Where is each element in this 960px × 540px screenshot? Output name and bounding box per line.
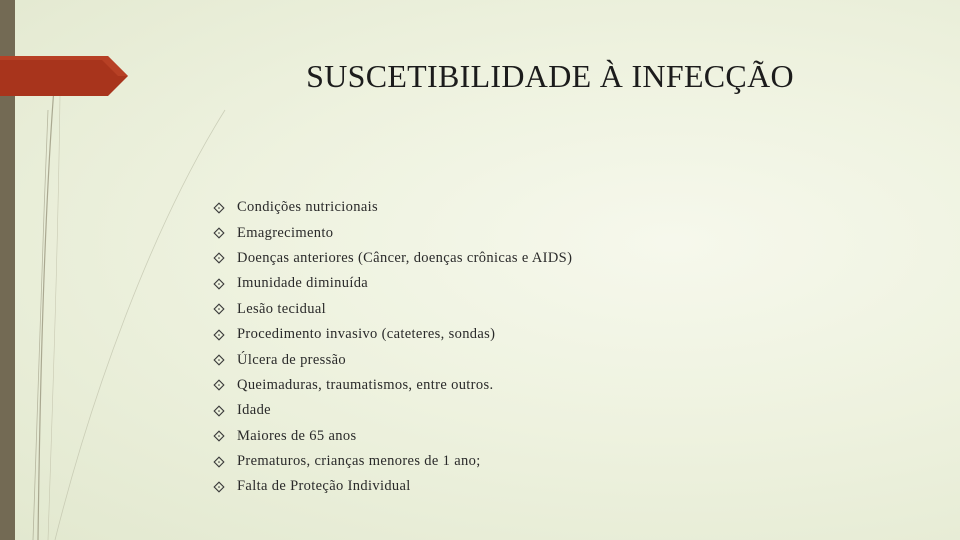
list-item-label: Úlcera de pressão — [237, 351, 347, 368]
list-item-label: Condições nutricionais — [237, 199, 378, 216]
list-item — [213, 373, 572, 398]
diamond-outline-icon — [213, 430, 225, 442]
list-item-label: Procedimento invasivo (cateteres, sondas) — [237, 326, 496, 343]
list-item-label: Falta de Proteção Individual — [237, 478, 411, 495]
list-item-label: Imunidade diminuída — [237, 275, 369, 292]
diamond-outline-icon — [213, 303, 225, 315]
diamond-outline-icon — [213, 278, 225, 290]
diamond-outline-icon — [213, 456, 225, 468]
list-item — [213, 297, 572, 322]
list-item — [213, 322, 572, 347]
diamond-outline-icon — [213, 202, 225, 214]
list-item — [213, 398, 572, 423]
list-item — [213, 195, 572, 220]
list-item-label: Maiores de 65 anos — [237, 427, 357, 444]
list-item-label: Idade — [237, 402, 271, 419]
diamond-outline-icon — [213, 227, 225, 239]
list-item — [213, 474, 572, 499]
list-item — [213, 424, 572, 449]
slide-title: SUSCETIBILIDADE À INFECÇÃO — [306, 58, 794, 94]
list-item — [213, 347, 572, 372]
list-item-label: Prematuros, crianças menores de 1 ano; — [237, 453, 481, 470]
list-item — [213, 246, 572, 271]
diamond-outline-icon — [213, 354, 225, 366]
diamond-outline-icon — [213, 329, 225, 341]
bullet-list — [213, 195, 572, 500]
diamond-outline-icon — [213, 379, 225, 391]
list-item-label: Doenças anteriores (Câncer, doenças crônicas e AIDS) — [237, 249, 573, 266]
list-item-label: Queimaduras, traumatismos, entre outros. — [237, 376, 494, 393]
list-item — [213, 271, 572, 296]
accent-arrow-shape — [0, 56, 128, 96]
diamond-outline-icon — [213, 481, 225, 493]
list-item-label: Emagrecimento — [237, 224, 334, 241]
diamond-outline-icon — [213, 252, 225, 264]
list-item — [213, 449, 572, 474]
list-item-label: Lesão tecidual — [237, 300, 327, 317]
list-item — [213, 220, 572, 245]
diamond-outline-icon — [213, 405, 225, 417]
